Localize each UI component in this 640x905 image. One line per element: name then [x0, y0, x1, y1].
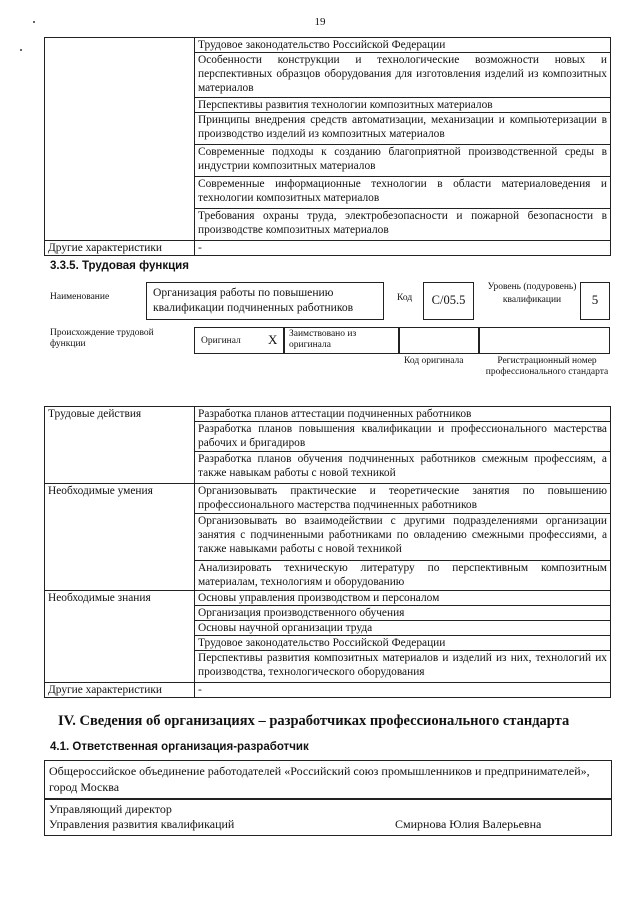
position-line-1: Управляющий директор	[49, 802, 172, 816]
other-characteristics-value: -	[195, 241, 611, 256]
knowledge-row: Требования охраны труда, электробезопасности и пожарной безопасности в производстве композитных материалов	[195, 209, 611, 241]
knowledge-row: Трудовое законодательство Российской Федерации	[195, 636, 611, 651]
skills-label: Необходимые умения	[45, 484, 195, 591]
borrowed-label: Заимствовано из оригинала	[289, 329, 357, 350]
knowledge-label: Необходимые знания	[45, 591, 195, 683]
signatory-name: Смирнова Юлия Валерьевна	[395, 817, 542, 831]
knowledge-row: Особенности конструкции и технологические возможности новых и перспективных образцов оборудования для изготовления изделий из композитных материалов	[195, 53, 611, 98]
skill-row: Организовывать практические и теоретические занятия по повышению профессионального мастерства подчиненных работников	[195, 484, 611, 514]
skill-row: Организовывать во взаимодействии с другими подразделениями организации занятия с подчиненными работниками по овладению смежными профессиями, а также навыками работы с новой техникой	[195, 514, 611, 561]
origin-label: Происхождение трудовой функции	[50, 328, 154, 349]
reg-number-label: Регистрационный номер профессионального стандарта	[485, 356, 609, 377]
name-label: Наименование	[50, 292, 110, 302]
actions-label: Трудовые действия	[45, 407, 195, 484]
code-original-label: Код оригинала	[404, 356, 464, 366]
other-characteristics-label: Другие характеристики	[45, 683, 195, 698]
action-row: Разработка планов аттестации подчиненных работников	[195, 407, 611, 422]
knowledge-row: Основы научной организации труда	[195, 621, 611, 636]
section-iv-heading: IV. Сведения об организациях – разработчиках профессионального стандарта	[58, 713, 570, 729]
code-value: C/05.5	[431, 293, 466, 307]
action-row: Разработка планов повышения квалификации и профессионального мастерства рабочих и бригадиров	[195, 422, 611, 452]
knowledge-row: Организация производственного обучения	[195, 606, 611, 621]
org-name-box	[44, 760, 612, 800]
knowledge-row: Современные подходы к созданию благоприятной производственной среды в индустрии композитных материалов	[195, 145, 611, 177]
knowledge-row: Принципы внедрения средств автоматизации, механизации и компьютеризации в производство изделий из композитных материалов	[195, 113, 611, 145]
page-number: 19	[314, 16, 326, 28]
org-name: Общероссийское объединение работодателей «Российский союз промышленников и предпринимателей», город Москва	[49, 764, 590, 794]
function-name: Организация работы по повышению квалификации подчиненных работников	[153, 286, 354, 314]
level-value: 5	[591, 292, 599, 307]
other-characteristics-label: Другие характеристики	[45, 241, 195, 256]
reg-number-box	[478, 327, 610, 354]
skill-row: Анализировать техническую литературу по перспективным композитным материалам, технологиям и оборудованию	[195, 561, 611, 591]
level-box	[580, 282, 610, 320]
action-row: Разработка планов обучения подчиненных работников смежным профессиям, а также навыкам работы с новой техникой	[195, 452, 611, 484]
level-label: Уровень (подуровень) квалификации	[487, 282, 577, 305]
code-original-box	[398, 327, 480, 354]
scan-speck	[33, 21, 35, 23]
knowledge-row: Перспективы развития композитных материалов и изделий из них, технологий их производства, технологического оборудования	[195, 651, 611, 683]
section-4-1-heading: 4.1. Ответственная организация-разработчик	[50, 741, 309, 753]
knowledge-row: Трудовое законодательство Российской Федерации	[195, 38, 611, 53]
labor-function-table	[44, 406, 611, 698]
code-label: Код	[397, 293, 413, 303]
scan-speck	[20, 49, 22, 51]
original-box	[194, 327, 285, 354]
borrowed-box	[283, 327, 400, 354]
code-box	[423, 282, 474, 320]
function-name-box	[146, 282, 384, 320]
other-characteristics-value: -	[195, 683, 611, 698]
original-label: Оригинал	[201, 336, 241, 346]
signatory-box	[44, 798, 612, 836]
knowledge-row: Перспективы развития технологии композитных материалов	[195, 98, 611, 113]
position-line-2: Управления развития квалификаций	[49, 817, 235, 831]
empty-label-cell	[45, 38, 195, 241]
knowledge-row: Основы управления производством и персоналом	[195, 591, 611, 606]
section-heading-3-3-5: 3.3.5. Трудовая функция	[50, 260, 189, 272]
knowledge-row: Современные информационные технологии в области материаловедения и технологии композитных материалов	[195, 177, 611, 209]
original-mark: X	[268, 332, 278, 347]
knowledge-continuation-table	[44, 37, 611, 256]
